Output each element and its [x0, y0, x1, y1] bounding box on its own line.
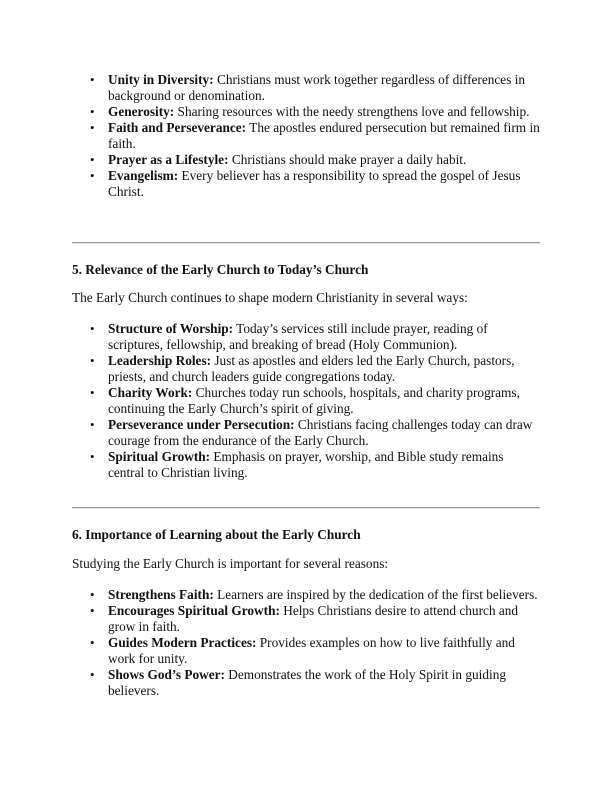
list-item-term: Spiritual Growth:: [108, 449, 211, 464]
list-item-text: Demonstrates the work of the Holy Spirit in guiding believers.: [108, 667, 507, 698]
list-item-term: Unity in Diversity:: [108, 72, 214, 87]
list-item-text: Emphasis on prayer, worship, and Bible study remains central to Christian living.: [108, 449, 504, 480]
section-4-lessons-list: [72, 72, 542, 200]
bullet-icon: •: [90, 385, 95, 400]
bullet-icon: •: [90, 417, 95, 432]
section-5-heading: 5. Relevance of the Early Church to Today’s Church: [72, 262, 369, 277]
bullet-icon: •: [90, 635, 95, 650]
bullet-icon: •: [90, 120, 95, 135]
list-item-text: Christians must work together regardless of differences in background or denomination.: [108, 72, 526, 103]
list-item-term: Leadership Roles:: [108, 353, 212, 368]
section-5-intro: The Early Church continues to shape modern Christianity in several ways:: [72, 290, 468, 305]
list-item-term: Guides Modern Practices:: [108, 635, 257, 650]
list-item-text: Learners are inspired by the dedication of the first believers.: [213, 587, 538, 602]
section-5-relevance-list: [72, 321, 542, 481]
list-item: [72, 587, 542, 603]
list-item-term: Generosity:: [108, 104, 175, 119]
list-item: [72, 635, 542, 667]
list-item: [72, 353, 542, 385]
bullet-icon: •: [90, 353, 95, 368]
list-item-text: Today’s services still include prayer, reading of scriptures, fellowship, and breaking of bread (Holy Communion).: [108, 321, 488, 352]
list-item-text: Christians should make prayer a daily habit.: [228, 152, 467, 167]
bullet-icon: •: [90, 72, 95, 87]
list-item-text: Christians facing challenges today can draw courage from the endurance of the Early Church.: [108, 417, 533, 448]
list-item: [72, 152, 542, 168]
horizontal-rule: [72, 242, 540, 244]
list-item-text: The apostles endured persecution but remained firm in faith.: [108, 120, 540, 151]
list-item-text: Churches today run schools, hospitals, and charity programs, continuing the Early Church’s spirit of giving.: [108, 385, 520, 416]
list-item-text: Just as apostles and elders led the Early Church, pastors, priests, and church leaders guide congregations today.: [108, 353, 515, 384]
section-6-intro: Studying the Early Church is important for several reasons:: [72, 556, 389, 571]
list-item-term: Encourages Spiritual Growth:: [108, 603, 280, 618]
list-item: [72, 603, 542, 635]
horizontal-rule: [72, 507, 540, 509]
list-item-text: Every believer has a responsibility to spread the gospel of Jesus Christ.: [108, 168, 521, 199]
list-item-term: Strengthens Faith:: [108, 587, 214, 602]
bullet-icon: •: [90, 667, 95, 682]
bullet-icon: •: [90, 152, 95, 167]
bullet-icon: •: [90, 168, 95, 183]
list-item-term: Structure of Worship:: [108, 321, 234, 336]
list-item-text: Helps Christians desire to attend church and grow in faith.: [108, 603, 519, 634]
bullet-icon: •: [90, 587, 95, 602]
bullet-icon: •: [90, 104, 95, 119]
list-item-term: Charity Work:: [108, 385, 193, 400]
list-item: [72, 120, 542, 152]
list-item-term: Evangelism:: [108, 168, 179, 183]
list-item: [72, 417, 542, 449]
list-item-term: Faith and Perseverance:: [108, 120, 247, 135]
bullet-icon: •: [90, 603, 95, 618]
list-item: [72, 449, 542, 481]
section-6-heading: 6. Importance of Learning about the Early Church: [72, 527, 361, 542]
list-item-term: Perseverance under Persecution:: [108, 417, 295, 432]
list-item: [72, 104, 542, 120]
bullet-icon: •: [90, 449, 95, 464]
list-item: [72, 385, 542, 417]
list-item-term: Prayer as a Lifestyle:: [108, 152, 229, 167]
list-item-text: Sharing resources with the needy strengthens love and fellowship.: [174, 104, 530, 119]
bullet-icon: •: [90, 321, 95, 336]
list-item: [72, 72, 542, 104]
list-item-text: Provides examples on how to live faithfully and work for unity.: [108, 635, 515, 666]
list-item: [72, 321, 542, 353]
list-item-term: Shows God’s Power:: [108, 667, 225, 682]
list-item: [72, 667, 542, 699]
section-6-importance-list: [72, 587, 542, 699]
list-item: [72, 168, 542, 200]
